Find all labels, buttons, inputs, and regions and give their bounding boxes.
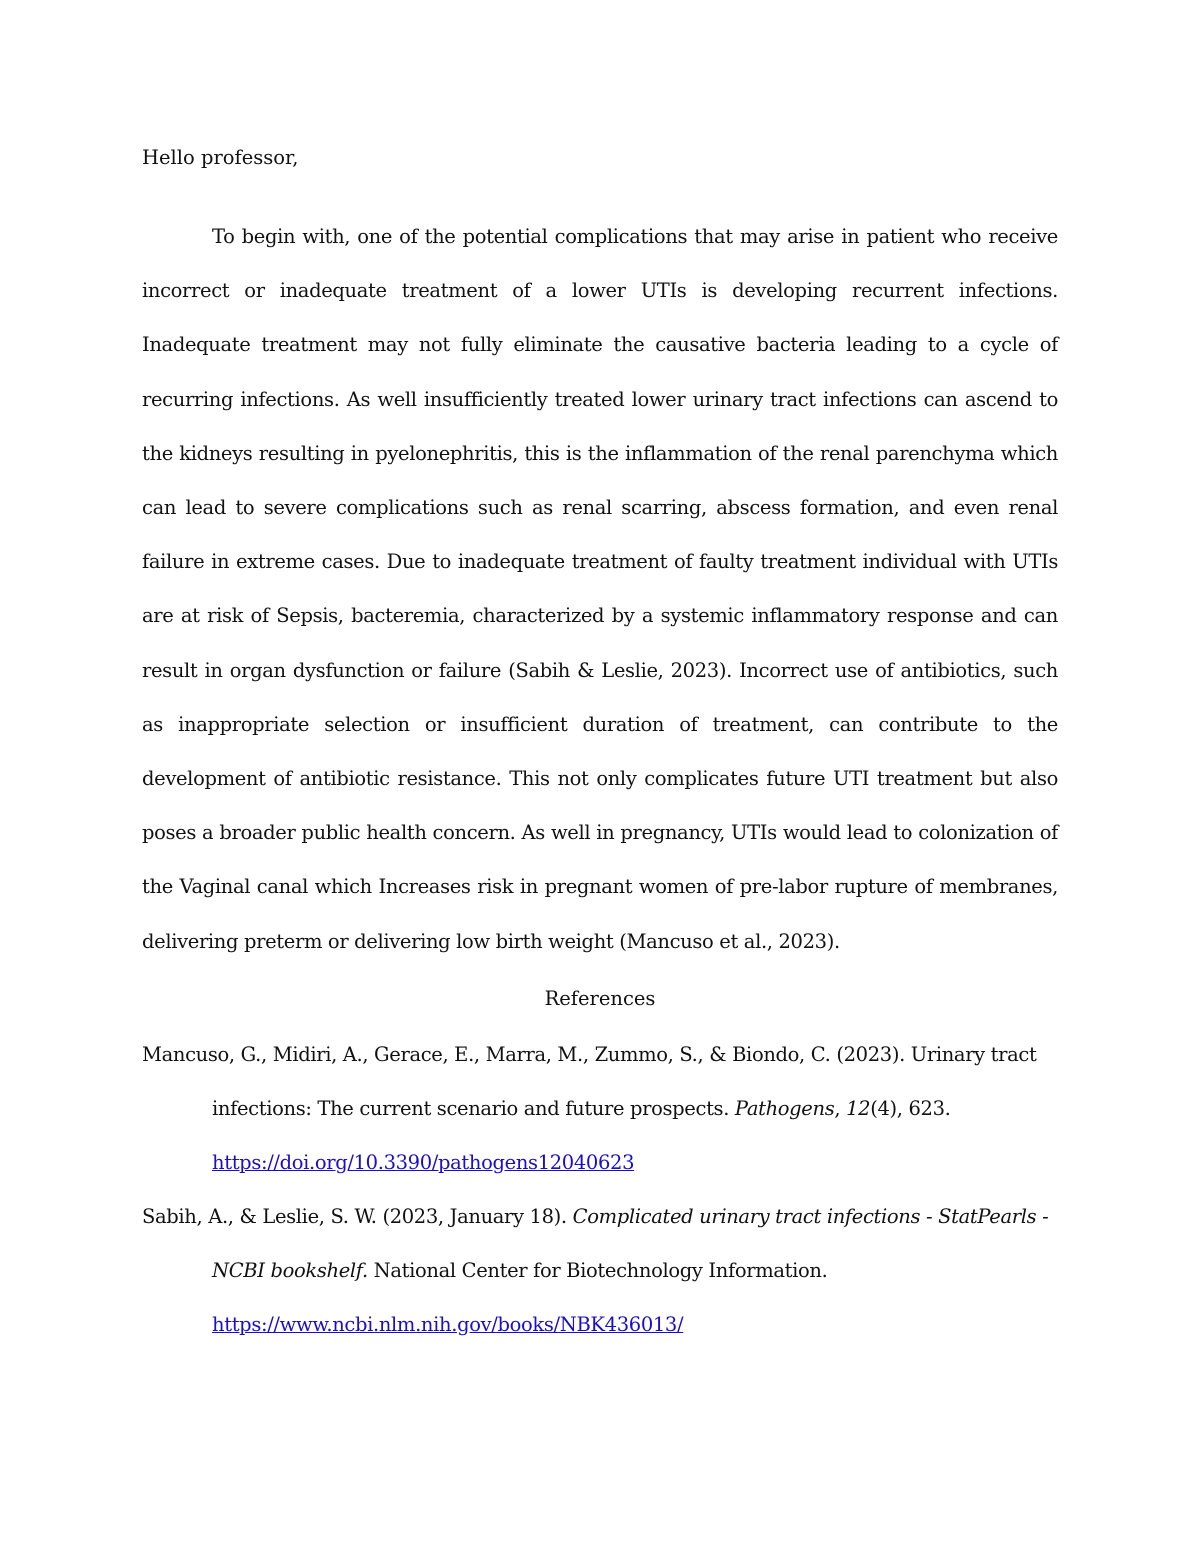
body-paragraph: To begin with, one of the potential complications that may arise in patient who receive incorrect or inadequate treatment of a lower UTIs is developing recurrent infections. Inadequate treatment may not fully eliminate the causative bacteria leading to a cycle of recurring infections. As well insufficiently treated lower urinary tract infections can ascend to the kidneys resulting in pyelonephritis, this is the inflammation of the renal parenchyma which can lead to severe complications such as renal scarring, abscess formation, and even renal failure in extreme cases. Due to inadequate treatment of faulty treatment individual with UTIs are at risk of Sepsis, bacteremia, characterized by a systemic inflammatory response and can result in organ dysfunction or failure (Sabih & Leslie, 2023). Incorrect use of antibiotics, such as inappropriate selection or insufficient duration of treatment, can contribute to the development of antibiotic resistance. This not only complicates future UTI treatment but also poses a broader public health concern. As well in pregnancy, UTIs would lead to colonization of the Vaginal canal which Increases risk in pregnant women of pre-labor rupture of membranes, delivering preterm or delivering low birth weight (Mancuso et al., 2023).	[142, 225, 1058, 953]
reference-issue-pages: (4), 623.	[870, 1097, 951, 1121]
references-heading: References	[544, 987, 656, 1010]
reference-separator: ,	[834, 1097, 847, 1121]
reference-publisher: National Center for Biotechnology Information.	[367, 1259, 828, 1283]
reference-url-link[interactable]: https://www.ncbi.nlm.nih.gov/books/NBK436013/	[212, 1313, 684, 1337]
greeting-line: Hello professor,	[142, 146, 299, 169]
reference-journal: Pathogens	[734, 1097, 835, 1121]
reference-text: Sabih, A., & Leslie, S. W. (2023, January 18).	[142, 1205, 573, 1228]
reference-text: Mancuso, G., Midiri, A., Gerace, E., Marra, M., Zummo, S., & Biondo, C. (2023). Urinary tract infections: The current scenario and future prospects.	[142, 1043, 1037, 1121]
reference-volume: 12	[846, 1097, 871, 1121]
reference-doi-link[interactable]: https://doi.org/10.3390/pathogens12040623	[212, 1151, 635, 1175]
reference-entry-sabih	[142, 1190, 1058, 1353]
reference-entry-mancuso	[142, 1028, 1058, 1191]
reference-title: Complicated urinary tract infections - StatPearls - NCBI bookshelf.	[212, 1205, 1049, 1283]
